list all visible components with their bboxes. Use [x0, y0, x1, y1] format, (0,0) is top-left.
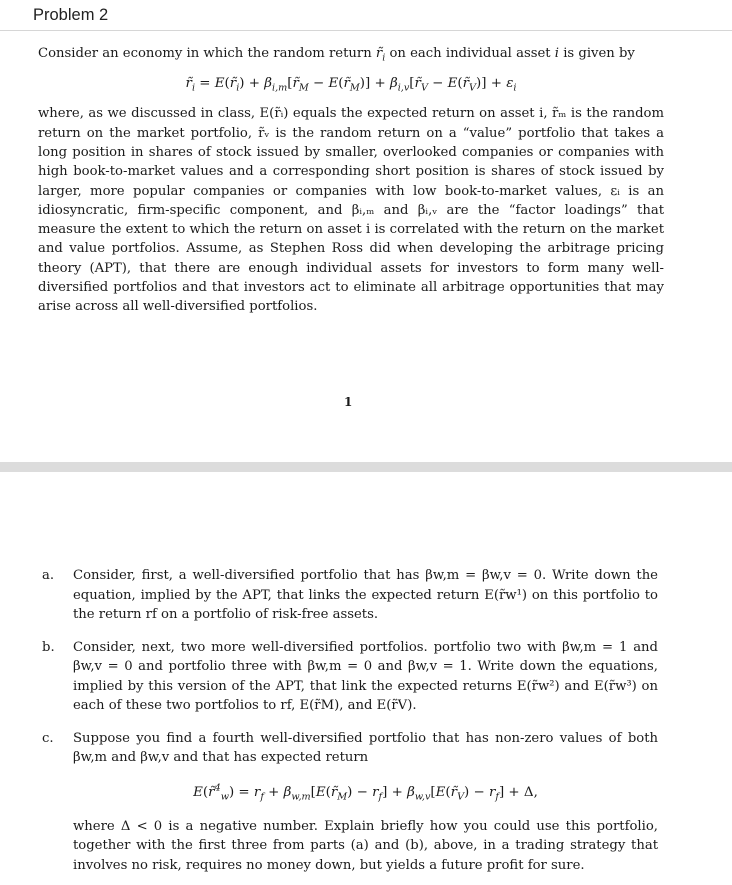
intro-paragraph: Consider an economy in which the random return $r̃_i$ on each individual asset i is given by: [38, 46, 635, 64]
fourth-portfolio-equation: E(r̃$^4_w$) = $r_f$ + $\beta_{w,m}[E(r̃_M) - r_f]$ + $\beta_{w,v}[E(r̃_V) - r_f] + \Delta$,: [193, 782, 538, 803]
window-header: [0, 0, 732, 31]
body-paragraph: where, as we discussed in class, E(r̃ᵢ) equals the expected return on asset i, r̃ₘ is the random return on the market portfolio, r̃ᵥ is the random return on a “value” portfolio that takes a long position in shares of stock issued by smaller, overlooked companies or companies with high book-to-market values and a corresponding short position is shares of stock issued by larger, more popular companies or companies with low book-to-market values, εᵢ is an idiosyncratic, firm-specific component, and βᵢ,ₘ and βᵢ,ᵥ are the “factor loadings” that measure the extent to which the return on asset i is correlated with the return on the market and value portfolios. Assume, as Stephen Ross did when developing the arbitrage pricing theory (APT), that there are enough individual assets for investors to form many well-diversified portfolios and that investors act to eliminate all arbitrage opportunities that may arise across all well-diversified portfolios.: [38, 106, 664, 315]
question-c: [42, 729, 658, 768]
question-b: [42, 638, 658, 716]
question-a: [42, 566, 658, 625]
page-separator: [0, 462, 732, 472]
page-1: [38, 44, 664, 317]
page-2: [42, 566, 658, 875]
window-title: Problem 2: [33, 6, 109, 24]
question-b-text: Consider, next, two more well-diversified portfolios. portfolio two with βw,m = 1 and βw,v = 0 and portfolio three with βw,m = 0 and βw,v = 1. Write down the equations, implied by this version of the APT, that link the expected returns E(r̃w²) and E(r̃w³) on each of these two portfolios to rf, E(r̃M), and E(r̃V).: [73, 639, 658, 713]
apt-return-equation: $r̃_i$ = $E(r̃_i)$ + $\beta_{i,m}[r̃_M$ − $E(r̃_M)$] + $\beta_{i,v}[r̃_V$ − $E(r̃_V)] + \varepsilon_i$: [185, 76, 517, 95]
question-a-marker: a.: [42, 568, 55, 583]
question-a-text: Consider, first, a well-diversified portfolio that has βw,m = βw,v = 0. Write down the equation, implied by the APT, that links the expected return E(r̃w¹) on this portfolio to the return rf on a portfolio of risk-free assets.: [73, 568, 658, 622]
question-b-marker: b.: [42, 639, 55, 655]
question-c-continued: [42, 817, 658, 876]
question-c-after-text: where Δ < 0 is a negative number. Explain briefly how you could use this portfolio, together with the first three from parts (a) and (b), above, in a trading strategy that involves no risk, requires no money down, but yields a future profit for sure.: [73, 818, 658, 873]
question-c-text: Suppose you find a fourth well-diversified portfolio that has non-zero values of both βw,m and βw,v and that has expected return: [73, 730, 658, 765]
question-c-marker: c.: [42, 730, 54, 746]
page-number: 1: [344, 395, 353, 409]
